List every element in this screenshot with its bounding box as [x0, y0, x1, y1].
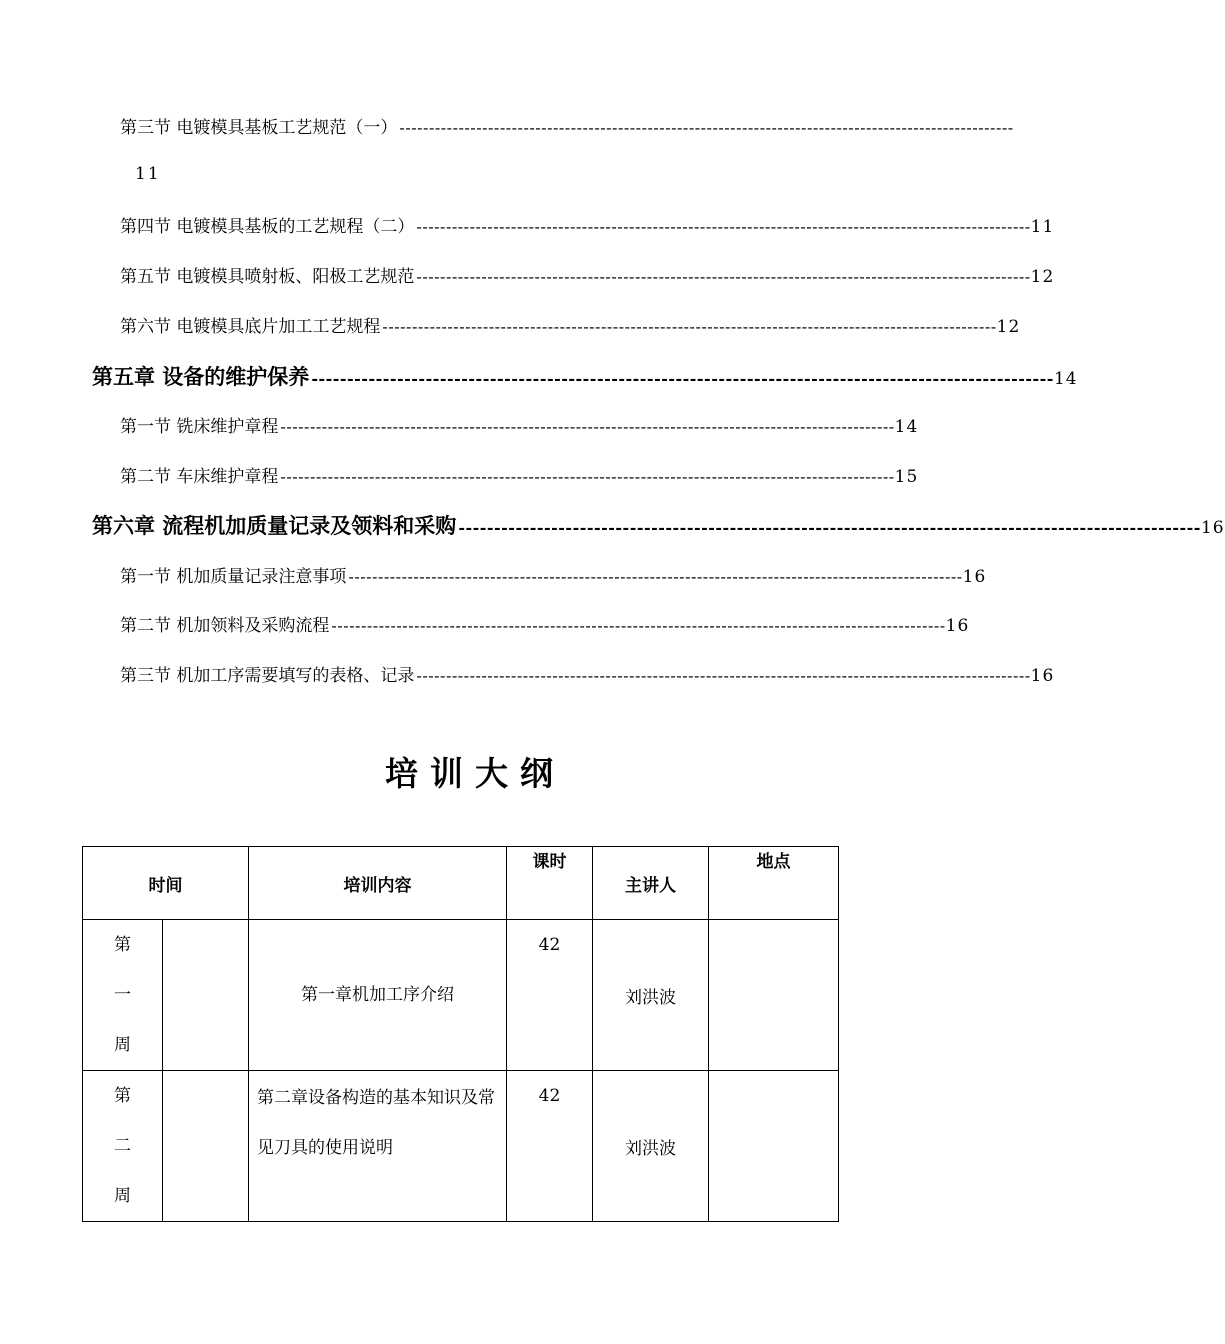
- toc-entry-title: 第一节 机加质量记录注意事项: [120, 567, 347, 587]
- toc-entry-title: 第六章 流程机加质量记录及领料和采购: [92, 513, 457, 538]
- toc-entry-page: 16: [1200, 518, 1225, 538]
- toc-leader: --------------------------------------------------------------------------------------------------------: [416, 666, 1031, 685]
- toc-leader: --------------------------------------------------------------------------------------------------------: [280, 417, 895, 436]
- toc-chapter-entry[interactable]: [92, 510, 1225, 540]
- toc-entry-page: 16: [962, 567, 987, 587]
- toc-entry-title: 第五章 设备的维护保养: [92, 364, 310, 389]
- toc-leader: --------------------------------------------------------------------------------------------------------: [458, 518, 1201, 537]
- toc-entry-title: 第六节 电镀模具底片加工工艺规程: [120, 317, 381, 337]
- toc-entry-title: 第二节 机加领料及采购流程: [120, 616, 330, 636]
- table-row: [83, 1071, 839, 1222]
- toc-leader: --------------------------------------------------------------------------------------------------------: [399, 118, 1014, 137]
- toc-entry-title: 第三节 机加工序需要填写的表格、记录: [120, 666, 415, 686]
- toc-entry[interactable]: [120, 661, 1055, 686]
- hours-cell: 42: [507, 1071, 593, 1222]
- week-char: 二: [114, 1136, 131, 1156]
- location-cell: [709, 1071, 839, 1222]
- table-header-row: [83, 847, 839, 920]
- toc-leader: --------------------------------------------------------------------------------------------------------: [331, 616, 946, 635]
- training-outline-table: [82, 846, 839, 1222]
- toc-entry-title: 第四节 电镀模具基板的工艺规程（二）: [120, 217, 415, 237]
- toc-entry-page: 11: [1030, 217, 1055, 237]
- hours-cell: 42: [507, 920, 593, 1071]
- toc-entry[interactable]: [120, 611, 970, 636]
- page-title: 培训大纲: [385, 754, 565, 793]
- column-header-time: 时间: [83, 847, 249, 920]
- toc-entry-page: 15: [894, 467, 919, 487]
- toc-entry[interactable]: [120, 212, 1055, 237]
- week-char: 第: [114, 1086, 131, 1106]
- toc-entry-page: 16: [945, 616, 970, 636]
- toc-entry-page: 14: [1053, 369, 1078, 389]
- week-cell: [83, 1071, 163, 1222]
- toc-entry[interactable]: [120, 312, 1021, 337]
- toc-entry-title: 第一节 铣床维护章程: [120, 417, 279, 437]
- toc-entry[interactable]: [120, 562, 987, 587]
- toc-leader: --------------------------------------------------------------------------------------------------------: [311, 369, 1054, 388]
- column-header-content: 培训内容: [249, 847, 507, 920]
- toc-entry[interactable]: [120, 262, 1055, 287]
- empty-cell: [163, 1071, 249, 1222]
- toc-leader: --------------------------------------------------------------------------------------------------------: [382, 317, 997, 336]
- column-header-location: 地点: [709, 847, 839, 920]
- toc-entry-page: 12: [1030, 267, 1055, 287]
- toc-leader: --------------------------------------------------------------------------------------------------------: [416, 267, 1031, 286]
- toc-entry-title: 第三节 电镀模具基板工艺规范（一）: [120, 118, 398, 138]
- week-char: 第: [114, 935, 131, 955]
- toc-entry-page: 11: [135, 164, 161, 184]
- content-cell: 第一章机加工序介绍: [249, 920, 507, 1071]
- toc-entry[interactable]: [120, 412, 919, 437]
- lecturer-cell: 刘洪波: [593, 1071, 709, 1222]
- week-char: 一: [114, 985, 131, 1005]
- column-header-hours: 课时: [507, 847, 593, 920]
- week-char: 周: [114, 1186, 131, 1206]
- content-cell: 第二章设备构造的基本知识及常见刀具的使用说明: [249, 1071, 507, 1222]
- toc-entry-page: 14: [894, 417, 919, 437]
- week-cell: [83, 920, 163, 1071]
- toc-entry[interactable]: [120, 462, 919, 487]
- location-cell: [709, 920, 839, 1071]
- lecturer-cell: 刘洪波: [593, 920, 709, 1071]
- toc-entry-page: 16: [1030, 666, 1055, 686]
- toc-entry-title: 第二节 车床维护章程: [120, 467, 279, 487]
- toc-leader: --------------------------------------------------------------------------------------------------------: [348, 567, 963, 586]
- empty-cell: [163, 920, 249, 1071]
- toc-entry-title: 第五节 电镀模具喷射板、阳极工艺规范: [120, 267, 415, 287]
- toc-entry-page: 12: [996, 317, 1021, 337]
- toc-leader: --------------------------------------------------------------------------------------------------------: [280, 467, 895, 486]
- toc-entry[interactable]: [120, 113, 1014, 138]
- toc-chapter-entry[interactable]: [92, 361, 1078, 391]
- column-header-lecturer: 主讲人: [593, 847, 709, 920]
- toc-leader: --------------------------------------------------------------------------------------------------------: [416, 217, 1031, 236]
- week-char: 周: [114, 1035, 131, 1055]
- table-row: [83, 920, 839, 1071]
